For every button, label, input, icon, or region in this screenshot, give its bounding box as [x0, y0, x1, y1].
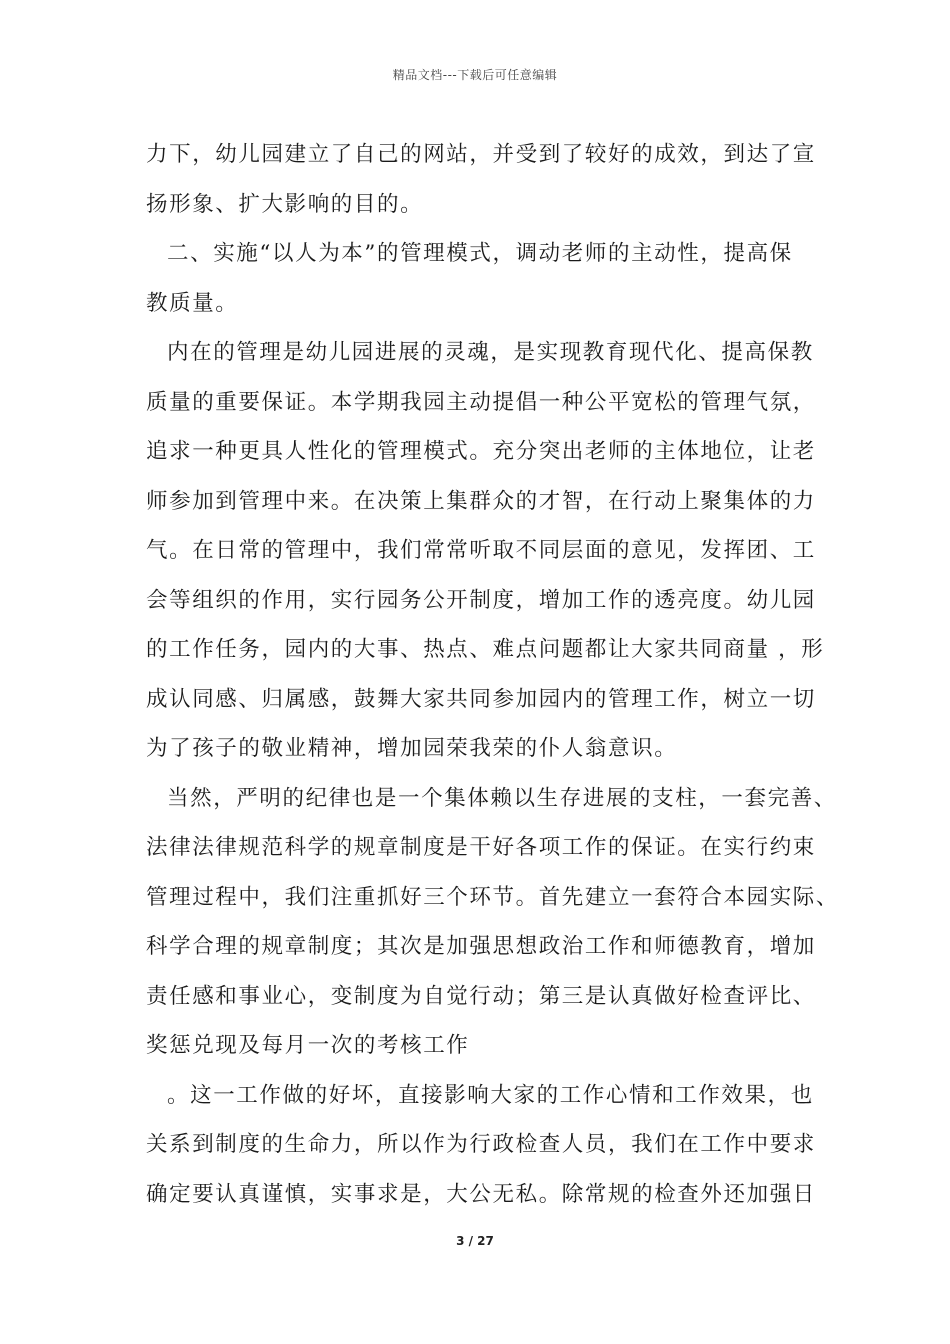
paragraph-start: 内在的管理是幼儿园进展的灵魂，是实现教育现代化、提高保教 [167, 340, 814, 365]
text-line: 的工作任务，园内的大事、热点、难点问题都让大家共同商量 ，形 [146, 637, 825, 662]
text-line: 确定要认真谨慎，实事求是，大公无私。除常规的检查外还加强日 [146, 1181, 816, 1207]
text-line: 力下，幼儿园建立了自己的网站，并受到了较好的成效，到达了宣 [146, 142, 816, 167]
document-body [146, 130, 840, 1219]
text-line: 会等组织的作用，实行园务公开制度，增加工作的透亮度。幼儿园 [146, 587, 816, 613]
text-line: 追求一种更具人性化的管理模式。充分突出老师的主体地位，让老 [146, 439, 816, 464]
text-line: 扬形象、扩大影响的目的。 [146, 191, 424, 217]
paragraph-start: 当然，严明的纪律也是一个集体赖以生存进展的支柱，一套完善、 [167, 785, 837, 811]
text-line: 法律法律规范科学的规章制度是干好各项工作的保证。在实行约束 [146, 835, 816, 860]
text-line: 奖惩兑现及每月一次的考核工作 [146, 1033, 470, 1058]
text-line: 关系到制度的生命力，所以作为行政检查人员，我们在工作中要求 [146, 1132, 816, 1157]
text-line: 质量的重要保证。本学期我园主动提倡一种公平宽松的管理气氛， [146, 389, 816, 415]
text-line: 科学合理的规章制度；其次是加强思想政治工作和师德教育，增加 [146, 934, 816, 959]
text-line: 成认同感、归属感，鼓舞大家共同参加园内的管理工作，树立一切 [146, 686, 816, 712]
text-line: 管理过程中，我们注重抓好三个环节。首先建立一套符合本园实际、 [146, 884, 840, 910]
text-line: 责任感和事业心，变制度为自觉行动；第三是认真做好检查评比、 [146, 983, 816, 1009]
page-header: 精品文档---下载后可任意编辑 [392, 68, 558, 82]
page-number: 3 / 27 [456, 1234, 494, 1248]
text-line: 气。在日常的管理中，我们常常听取不同层面的意见，发挥团、工 [146, 538, 816, 563]
section-heading: 二、实施“以人为本”的管理模式，调动老师的主动性，提高保 [167, 241, 793, 266]
text-line: 教质量。 [146, 290, 239, 316]
paragraph-start: 。这一工作做的好坏，直接影响大家的工作心情和工作效果，也 [167, 1082, 814, 1108]
text-line: 为了孩子的敬业精神，增加园荣我荣的仆人翁意识。 [146, 736, 678, 761]
text-line: 师参加到管理中来。在决策上集群众的才智，在行动上聚集体的力 [146, 488, 816, 514]
